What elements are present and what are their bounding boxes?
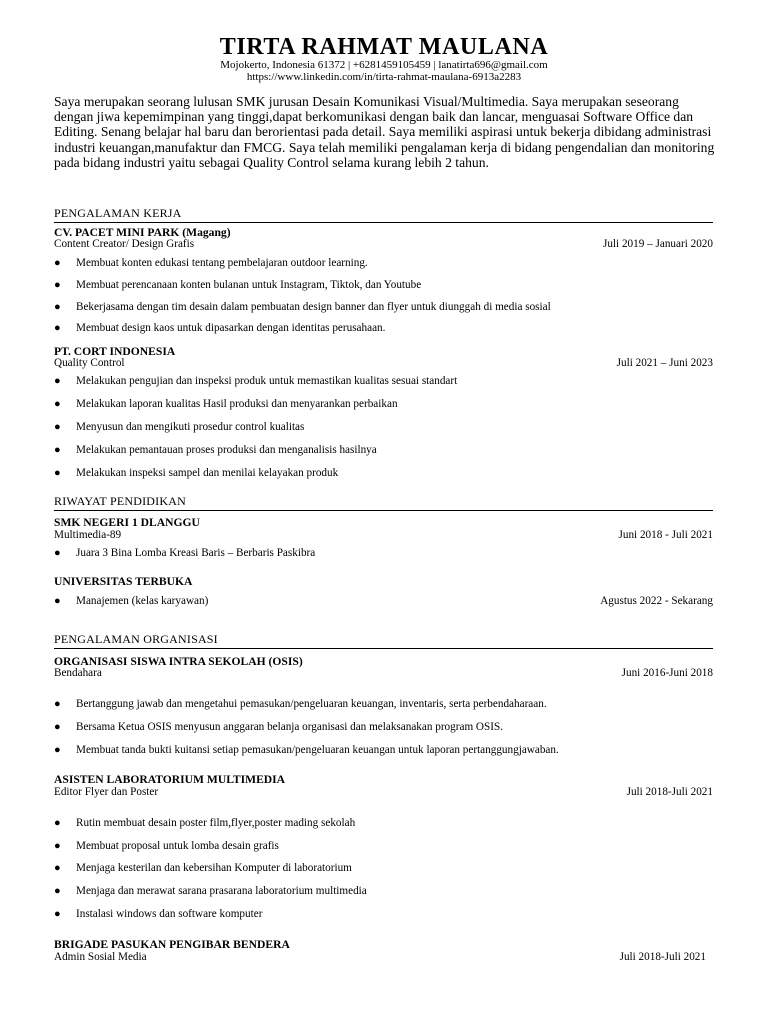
bullet-icon: ● bbox=[54, 322, 61, 334]
school-name: SMK NEGERI 1 DLANGGU bbox=[54, 516, 200, 529]
bullet-icon: ● bbox=[54, 885, 61, 897]
bullet-icon: ● bbox=[54, 908, 61, 920]
job-role: Quality Control bbox=[54, 357, 125, 369]
list-item: ● Bertanggung jawab dan mengetahui pemasukan/pengeluaran keuangan, inventaris, serta perbendaharaan. bbox=[54, 698, 547, 710]
job-role: Content Creator/ Design Grafis bbox=[54, 238, 195, 250]
list-item: ● Menjaga dan merawat sarana prasarana laboratorium multimedia bbox=[54, 885, 367, 897]
org-date: Juli 2018-Juli 2021 bbox=[619, 951, 706, 963]
org-name: ORGANISASI SISWA INTRA SEKOLAH (OSIS) bbox=[54, 655, 303, 668]
school-name: UNIVERSITAS TERBUKA bbox=[54, 575, 193, 588]
list-item: ● Membuat design kaos untuk dipasarkan dengan identitas perusahaan. bbox=[54, 322, 386, 334]
job-date: Juli 2021 – Juni 2023 bbox=[616, 357, 713, 369]
bullet-icon: ● bbox=[54, 547, 61, 559]
section-heading-experience: PENGALAMAN KERJA bbox=[54, 206, 713, 223]
bullet-icon: ● bbox=[54, 817, 61, 829]
org-name: ASISTEN LABORATORIUM MULTIMEDIA bbox=[54, 773, 286, 786]
org-role: Admin Sosial Media bbox=[54, 951, 147, 963]
list-item: ● Membuat konten edukasi tentang pembelajaran outdoor learning. bbox=[54, 257, 368, 269]
list-item: ● Melakukan laporan kualitas Hasil produksi dan menyarankan perbaikan bbox=[54, 398, 398, 410]
org-date: Juni 2016-Juni 2018 bbox=[621, 667, 713, 679]
bullet-icon: ● bbox=[54, 257, 61, 269]
job-date: Juli 2019 – Januari 2020 bbox=[602, 238, 713, 250]
org-role: Editor Flyer dan Poster bbox=[54, 786, 159, 798]
list-item: ● Melakukan pengujian dan inspeksi produk untuk memastikan kualitas sesuai standart bbox=[54, 375, 458, 387]
list-item: ● Bersama Ketua OSIS menyusun anggaran belanja organisasi dan melaksanakan program OSIS. bbox=[54, 721, 503, 733]
list-item: ● Membuat tanda bukti kuitansi setiap pemasukan/pengeluaran keuangan untuk laporan pertanggungjawaban. bbox=[54, 744, 559, 756]
bullet-icon: ● bbox=[54, 279, 61, 291]
bullet-icon: ● bbox=[54, 744, 61, 756]
bullet-icon: ● bbox=[54, 467, 61, 479]
school-date: Juni 2018 - Juli 2021 bbox=[618, 529, 713, 541]
bullet-icon: ● bbox=[54, 862, 61, 874]
bullet-icon: ● bbox=[54, 698, 61, 710]
list-item: ● Membuat proposal untuk lomba desain grafis bbox=[54, 840, 279, 852]
org-role: Bendahara bbox=[54, 667, 102, 679]
list-item: ● Menjaga kesterilan dan kebersihan Komputer di laboratorium bbox=[54, 862, 352, 874]
resume-name: TIRTA RAHMAT MAULANA bbox=[219, 34, 549, 60]
list-item: ● Instalasi windows dan software komputer bbox=[54, 908, 263, 920]
list-item: ● Juara 3 Bina Lomba Kreasi Baris – Berbaris Paskibra bbox=[54, 547, 316, 559]
list-item: ● Manajemen (kelas karyawan) bbox=[54, 595, 209, 607]
job-org: CV. PACET MINI PARK (Magang) bbox=[54, 226, 231, 239]
school-major: Multimedia-89 bbox=[54, 529, 122, 541]
linkedin-link[interactable]: https://www.linkedin.com/in/tirta-rahmat-maulana-6913a2283 bbox=[246, 71, 522, 83]
list-item: ● Bekerjasama dengan tim desain dalam pembuatan design banner dan flyer untuk diunggah di media sosial bbox=[54, 301, 551, 313]
section-heading-education: RIWAYAT PENDIDIKAN bbox=[54, 494, 713, 511]
list-item: ● Membuat perencanaan konten bulanan untuk Instagram, Tiktok, dan Youtube bbox=[54, 279, 422, 291]
bullet-icon: ● bbox=[54, 375, 61, 387]
list-item: ● Menyusun dan mengikuti prosedur control kualitas bbox=[54, 421, 305, 433]
bullet-icon: ● bbox=[54, 421, 61, 433]
contact-line: Mojokerto, Indonesia 61372 | +6281459105459 | lanatirta696@gmail.com bbox=[220, 59, 548, 71]
list-item: ● Melakukan pemantauan proses produksi dan menganalisis hasilnya bbox=[54, 444, 377, 456]
bullet-icon: ● bbox=[54, 301, 61, 313]
bullet-icon: ● bbox=[54, 721, 61, 733]
bullet-icon: ● bbox=[54, 398, 61, 410]
bullet-icon: ● bbox=[54, 595, 61, 607]
list-item: ● Melakukan inspeksi sampel dan menilai kelayakan produk bbox=[54, 467, 339, 479]
bullet-icon: ● bbox=[54, 840, 61, 852]
org-date: Juli 2018-Juli 2021 bbox=[626, 786, 713, 798]
summary-paragraph: Saya merupakan seorang lulusan SMK jurusan Desain Komunikasi Visual/Multimedia. Saya merupakan seseorang dengan jiwa kepemimpinan yang tinggi,dapat berkomunikasi dengan baik dan lancar, menguasai Software Office dan Editing. Senang belajar hal baru dan berorientasi pada detail. Saya memiliki aspirasi untuk bekerja dibidang administrasi industri keuangan,manufaktur dan FMCG. Saya telah memiliki pengalaman kerja di bidang pengendalian dan monitoring pada bidang industri yaitu sebagai Quality Control selama kurang lebih 2 tahun. bbox=[54, 94, 715, 170]
school-date: Agustus 2022 - Sekarang bbox=[600, 595, 713, 607]
list-item: ● Rutin membuat desain poster film,flyer,poster mading sekolah bbox=[54, 817, 356, 829]
job-org: PT. CORT INDONESIA bbox=[54, 345, 176, 358]
bullet-icon: ● bbox=[54, 444, 61, 456]
org-name: BRIGADE PASUKAN PENGIBAR BENDERA bbox=[54, 938, 290, 951]
section-heading-organization: PENGALAMAN ORGANISASI bbox=[54, 632, 713, 649]
